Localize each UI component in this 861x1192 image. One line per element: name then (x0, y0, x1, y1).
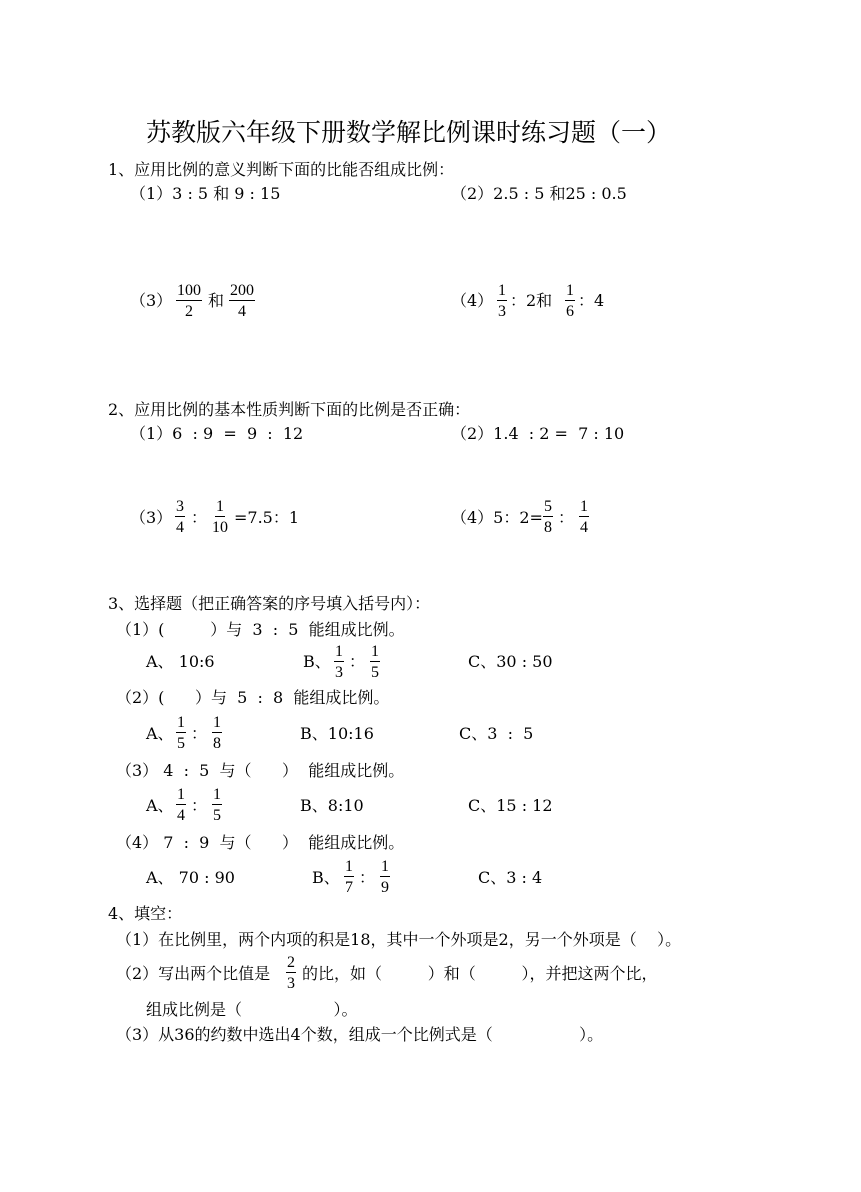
q3-sub-3-option-a-colon: ： (191, 796, 208, 815)
numerator: 1 (381, 858, 389, 875)
q3-sub-2-option-a-colon: ： (191, 724, 208, 743)
denominator: 8 (213, 735, 221, 752)
numerator: 1 (335, 643, 343, 660)
denominator: 3 (335, 664, 343, 681)
q3-sub-2-option-a: A、 (146, 724, 174, 743)
q3-sub-4-option-c: C、3 : 4 (478, 868, 543, 887)
numerator: 1 (213, 714, 221, 731)
q3-sub-3-option-c: C、15 : 12 (468, 796, 553, 815)
q4-fill-2-fraction (286, 954, 296, 992)
denominator: 2 (185, 303, 193, 320)
denominator: 4 (238, 303, 246, 320)
numerator: 1 (371, 643, 379, 660)
q3-sub-3-option-a-fraction-2 (212, 786, 222, 824)
q1-problem-3-label: （3） (130, 291, 173, 310)
q1-problem-4-fraction-1 (497, 282, 507, 320)
q3-sub-2: （2）( ）与 5 : 8 能组成比例。 (116, 688, 390, 707)
q3-sub-1: （1）( ）与 3 : 5 能组成比例。 (116, 620, 405, 639)
q3-sub-4-option-b-colon: ： (359, 868, 376, 887)
q1-problem-4-label: （4） (451, 291, 494, 310)
numerator: 1 (216, 498, 224, 515)
q3-sub-1-option-b-colon: ： (349, 652, 366, 671)
numerator: 1 (177, 714, 185, 731)
numerator: 1 (580, 498, 588, 515)
q3-sub-3-option-b: B、8:10 (300, 796, 364, 815)
q3-sub-2-option-a-fraction-1 (176, 714, 186, 752)
q2-problem-3-fraction-2 (212, 498, 228, 536)
q3-sub-1-option-b-fraction-2 (370, 643, 380, 681)
q2-problem-3-end: =7.5：1 (234, 508, 300, 527)
q3-sub-4-option-b-fraction-1 (344, 858, 354, 896)
numerator: 100 (177, 282, 201, 299)
q2-problem-4-label: （4）5：2= (451, 508, 543, 527)
q3-sub-3-option-a-fraction-1 (176, 786, 186, 824)
q3-heading: 3、选择题（把正确答案的序号填入括号内）： (108, 594, 431, 613)
numerator: 1 (498, 282, 506, 299)
q1-problem-1: （1）3 : 5 和 9 : 15 (130, 184, 281, 203)
numerator: 1 (213, 786, 221, 803)
q3-sub-4: （4） 7 : 9 与（ ） 能组成比例。 (116, 833, 405, 852)
q4-fill-2-pre: （2）写出两个比值是 (116, 964, 271, 983)
q1-problem-4-end: ：4 (578, 291, 605, 310)
q1-problem-3-fraction-2 (229, 282, 255, 320)
q2-problem-3-colon: ： (191, 508, 208, 527)
denominator: 5 (213, 807, 221, 824)
q4-fill-2-line2: 组成比例是（ ）。 (146, 1000, 358, 1019)
page-title: 苏教版六年级下册数学解比例课时练习题（一） (146, 118, 672, 147)
q3-sub-3-option-a: A、 (146, 796, 174, 815)
q2-problem-3-fraction-1 (175, 498, 185, 536)
numerator: 1 (566, 282, 574, 299)
denominator: 4 (176, 519, 184, 536)
q3-sub-1-option-b: B、 (303, 652, 331, 671)
q3-sub-2-option-b: B、10:16 (300, 724, 374, 743)
q1-problem-3-fraction-1 (176, 282, 202, 320)
q2-problem-1: （1）6 : 9 = 9 : 12 (130, 424, 304, 443)
q3-sub-4-option-a: A、 70 : 90 (146, 868, 235, 887)
denominator: 7 (345, 879, 353, 896)
q2-heading: 2、应用比例的基本性质判断下面的比例是否正确： (108, 400, 471, 419)
q2-problem-4-fraction-1 (543, 498, 553, 536)
q2-problem-4-fraction-2 (579, 498, 589, 536)
denominator: 3 (498, 303, 506, 320)
q3-sub-3: （3） 4 : 5 与（ ） 能组成比例。 (116, 761, 405, 780)
q2-problem-3-label: （3） (130, 508, 173, 527)
q4-fill-3: （3）从36的约数中选出4个数，组成一个比例式是（ ）。 (116, 1025, 604, 1044)
denominator: 4 (177, 807, 185, 824)
q2-problem-2: （2）1.4 : 2 = 7 : 10 (451, 424, 625, 443)
q1-problem-4-fraction-2 (565, 282, 575, 320)
q4-heading: 4、填空： (108, 904, 183, 923)
q3-sub-1-option-a: A、 10:6 (146, 652, 215, 671)
q4-fill-1: （1）在比例里，两个内项的积是18，其中一个外项是2，另一个外项是（ ）。 (116, 930, 682, 949)
numerator: 3 (176, 498, 184, 515)
denominator: 9 (381, 879, 389, 896)
q3-sub-1-option-c: C、30 : 50 (468, 652, 553, 671)
q1-problem-2: （2）2.5 : 5 和25 : 0.5 (451, 184, 627, 203)
denominator: 10 (212, 519, 228, 536)
q1-problem-4-mid: ：2和 (510, 291, 553, 310)
numerator: 2 (287, 954, 295, 971)
q3-sub-2-option-a-fraction-2 (212, 714, 222, 752)
q3-sub-2-option-c: C、3 : 5 (459, 724, 534, 743)
numerator: 1 (345, 858, 353, 875)
q1-heading: 1、应用比例的意义判断下面的比能否组成比例： (108, 160, 455, 179)
denominator: 3 (287, 975, 295, 992)
q1-problem-3-and: 和 (208, 291, 225, 310)
q3-sub-1-option-b-fraction-1 (334, 643, 344, 681)
denominator: 5 (177, 735, 185, 752)
q2-problem-4-colon: ： (558, 508, 575, 527)
numerator: 200 (230, 282, 254, 299)
numerator: 5 (544, 498, 552, 515)
numerator: 1 (177, 786, 185, 803)
q3-sub-4-option-b-fraction-2 (380, 858, 390, 896)
denominator: 4 (580, 519, 588, 536)
denominator: 8 (544, 519, 552, 536)
q4-fill-2-post: 的比，如（ ）和（ ），并把这两个比， (302, 964, 658, 983)
denominator: 5 (371, 664, 379, 681)
denominator: 6 (566, 303, 574, 320)
q3-sub-4-option-b: B、 (312, 868, 340, 887)
